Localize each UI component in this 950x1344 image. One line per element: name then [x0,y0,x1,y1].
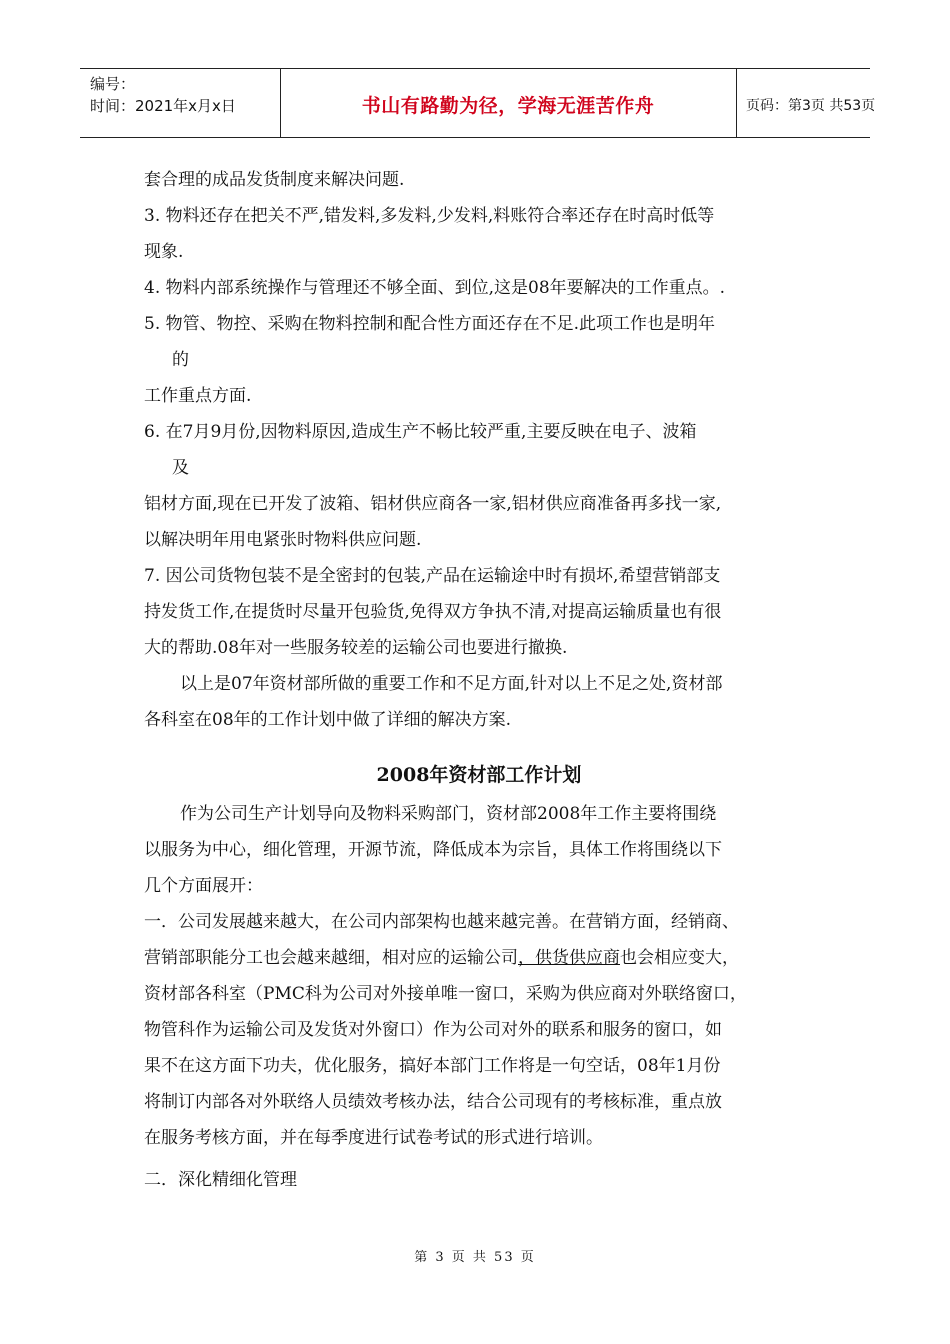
plan-line: 物管科作为运输公司及发货对外窗口）作为公司对外的联系和服务的窗口，如 [144,1020,722,1040]
page-label: 页码：第3页 共53页 [746,98,876,114]
underlined-text: ，供货供应商 [518,948,620,968]
body-line: 铝材方面,现在已开发了波箱、铝材供应商各一家,铝材供应商准备再多找一家, [144,494,722,514]
body-line: 现象. [144,242,184,262]
plan-line: 几个方面展开： [144,876,263,896]
plan-line: 资材部各科室（PMC科为公司对外接单唯一窗口，采购为供应商对外联络窗口， [144,984,747,1004]
motto: 书山有路勤为径，学海无涯苦作舟 [361,95,655,117]
time-label: 时间：2021年x月x日 [90,97,236,115]
list-item-5: 5. 物管、物控、采购在物料控制和配合性方面还存在不足.此项工作也是明年 [144,314,716,334]
plan-heading-2: 二．深化精细化管理 [144,1170,297,1190]
list-item-6: 6. 在7月9月份,因物料原因,造成生产不畅比较严重,主要反映在电子、波箱 [144,422,697,442]
summary-line: 各科室在08年的工作计划中做了详细的解决方案. [144,710,512,730]
plan-line: 将制订内部各对外联络人员绩效考核办法，结合公司现有的考核标准，重点放 [144,1092,722,1112]
header-meta-cell [80,69,281,137]
list-item-7: 7. 因公司货物包装不是全密封的包装,产品在运输途中时有损坏,希望营销部支 [144,566,721,586]
body-line: 及 [172,458,189,478]
plan-text: 也会相应变大， [620,948,739,968]
body-line: 持发货工作,在提货时尽量开包验货,免得双方争执不清,对提高运输质量也有很 [144,602,722,622]
body-line: 以解决明年用电紧张时物料供应问题. [144,530,422,550]
list-item-4: 4. 物料内部系统操作与管理还不够全面、到位,这是08年要解决的工作重点。. [144,278,726,298]
page-header [80,68,876,138]
plan-line: 在服务考核方面，并在每季度进行试卷考试的形式进行培训。 [144,1128,603,1148]
plan-line: 以服务为中心，细化管理，开源节流，降低成本为宗旨，具体工作将围绕以下 [144,840,722,860]
plan-line [144,946,739,970]
summary-line: 以上是07年资材部所做的重要工作和不足方面,针对以上不足之处,资材部 [180,674,723,694]
body-line: 工作重点方面. [144,386,252,406]
plan-line: 一．公司发展越来越大，在公司内部架构也越来越完善。在营销方面，经销商、 [144,912,739,932]
plan-text: 营销部职能分工也会越来越细，相对应的运输公司 [144,948,518,968]
header-page-cell [736,69,876,137]
list-item-3: 3. 物料还存在把关不严,错发料,多发料,少发料,料账符合率还存在时高时低等 [144,206,715,226]
header-motto-cell [280,69,737,137]
page-footer: 第 3 页 共 53 页 [414,1250,536,1265]
body-line: 套合理的成品发货制度来解决问题. [144,170,405,190]
body-line: 的 [172,350,189,370]
body-line: 大的帮助.08年对一些服务较差的运输公司也要进行撤换. [144,638,568,658]
plan-line: 作为公司生产计划导向及物料采购部门，资材部2008年工作主要将围绕 [180,804,717,824]
section-title: 2008年资材部工作计划 [376,764,582,786]
number-label: 编号： [90,75,136,93]
plan-line: 果不在这方面下功夫，优化服务，搞好本部门工作将是一句空话，08年1月份 [144,1056,721,1076]
